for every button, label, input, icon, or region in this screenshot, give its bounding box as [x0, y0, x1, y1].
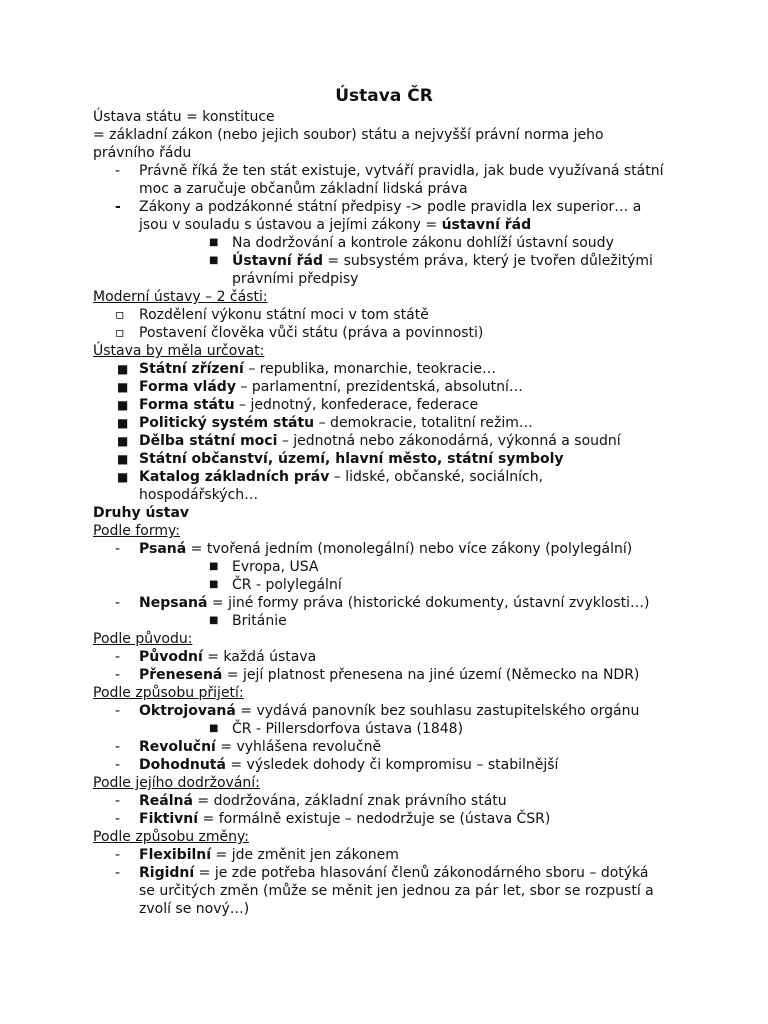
section-heading: Podle původu:: [93, 631, 193, 647]
square-bullet: ■: [209, 723, 219, 734]
dash-bullet: -: [115, 865, 121, 881]
list-item: ■ Dělba státní moci – jednotná nebo zákonodárná, výkonná a soudní: [117, 433, 621, 449]
list-item: - Reálná = dodržována, základní znak právního státu: [115, 793, 507, 809]
page-title: Ústava ČR: [335, 86, 433, 106]
list-item: - Přenesená = její platnost přenesena na jiné území (Německo na NDR): [115, 667, 640, 683]
list-item: - Rigidní = je zde potřeba hlasování členů zákonodárného sboru – dotýká: [115, 865, 649, 881]
dash-bullet: -: [115, 847, 121, 863]
section-heading: Ústava by měla určovat:: [93, 343, 265, 359]
list-item: - Zákony a podzákonné státní předpisy -> podle pravidla lex superior… a: [115, 199, 642, 215]
dash-bullet: -: [115, 595, 121, 611]
dash-bullet: -: [115, 541, 121, 557]
section-heading: Podle formy:: [93, 523, 180, 539]
square-bullet: ■: [117, 416, 129, 430]
list-item: - Dohodnutá = výsledek dohody či kompromisu – stabilnější: [115, 757, 559, 773]
list-item: ■ Státní zřízení – republika, monarchie, teokracie…: [117, 361, 496, 377]
list-item: ■ Forma státu – jednotný, konfederace, federace: [117, 397, 479, 413]
square-bullet: ■: [209, 579, 219, 590]
sub-list-item: ■ Evropa, USA: [209, 559, 319, 575]
square-bullet: ■: [209, 561, 219, 572]
list-item-continuation: jsou v souladu s ústavou a jejími zákony = ústavní řád: [139, 217, 532, 233]
sub-list-item: ■ ČR - polylegální: [209, 577, 342, 593]
list-item: ■ Politický systém státu – demokracie, totalitní režim…: [117, 415, 533, 431]
intro-line: = základní zákon (nebo jejich soubor) státu a nejvyšší právní norma jeho: [93, 127, 604, 143]
square-bullet: ■: [117, 470, 129, 484]
dash-bullet: -: [115, 811, 121, 827]
list-item-continuation: moc a zaručuje občanům základní lidská práva: [139, 181, 468, 197]
intro-line: právního řádu: [93, 145, 192, 161]
list-item: ■ Forma vlády – parlamentní, prezidentská, absolutní…: [117, 379, 523, 395]
dash-bullet: -: [115, 199, 121, 215]
hollow-square-bullet: ▫: [115, 307, 125, 323]
square-bullet: ■: [209, 615, 219, 626]
list-item: ■ Katalog základních práv – lidské, občanské, sociálních,: [117, 469, 544, 485]
dash-bullet: -: [115, 667, 121, 683]
list-item: - Flexibilní = jde změnit jen zákonem: [115, 847, 399, 863]
dash-bullet: -: [115, 703, 121, 719]
square-bullet: ■: [117, 380, 129, 394]
dash-bullet: -: [115, 649, 121, 665]
section-heading: Podle způsobu změny:: [93, 829, 249, 845]
list-item-continuation: hospodářských…: [139, 487, 259, 503]
sub-list-item: ■ Británie: [209, 613, 287, 629]
section-heading: Moderní ústavy – 2 části:: [93, 289, 268, 305]
dash-bullet: -: [115, 739, 121, 755]
list-item: - Nepsaná = jiné formy práva (historické dokumenty, ústavní zvyklosti…): [115, 595, 650, 611]
list-item: - Fiktivní = formálně existuje – nedodržuje se (ústava ČSR): [115, 811, 551, 827]
list-item: ▫ Rozdělení výkonu státní moci v tom státě: [115, 307, 429, 323]
document-body: [93, 108, 683, 918]
section-heading: Podle jejího dodržování:: [93, 775, 260, 791]
dash-bullet: -: [115, 793, 121, 809]
list-item: - Původní = každá ústava: [115, 649, 317, 665]
dash-bullet: -: [115, 757, 121, 773]
sub-list-item-continuation: právními předpisy: [232, 271, 359, 287]
square-bullet: ■: [209, 255, 219, 266]
hollow-square-bullet: ▫: [115, 325, 125, 341]
square-bullet: ■: [117, 434, 129, 448]
sub-list-item: ■ Na dodržování a kontrole zákonu dohlíží ústavní soudy: [209, 235, 614, 251]
list-item: - Psaná = tvořená jedním (monolegální) nebo více zákony (polylegální): [115, 541, 633, 557]
sub-list-item: ■ ČR - Pillersdorfova ústava (1848): [209, 721, 464, 737]
square-bullet: ■: [117, 362, 129, 376]
intro-line: Ústava státu = konstituce: [93, 109, 275, 125]
square-bullet: ■: [209, 237, 219, 248]
list-item-continuation: zvolí se nový…): [139, 901, 250, 917]
sub-list-item: ■ Ústavní řád = subsystém práva, který je tvořen důležitými: [209, 253, 653, 269]
section-heading-bold: Druhy ústav: [93, 505, 190, 521]
list-item: ■ Státní občanství, území, hlavní město, státní symboly: [117, 451, 564, 467]
list-item: ▫ Postavení člověka vůči státu (práva a povinnosti): [115, 325, 484, 341]
dash-bullet: -: [115, 163, 121, 179]
list-item: - Revoluční = vyhlášena revolučně: [115, 739, 382, 755]
list-item: - Právně říká že ten stát existuje, vytváří pravidla, jak bude využívaná státní: [115, 163, 664, 179]
list-item-continuation: se určitých změn (může se měnit jen jednou za pár let, sbor se rozpustí a: [139, 883, 654, 899]
square-bullet: ■: [117, 398, 129, 412]
square-bullet: ■: [117, 452, 129, 466]
section-heading: Podle způsobu přijetí:: [93, 685, 244, 701]
list-item: - Oktrojovaná = vydává panovník bez souhlasu zastupitelského orgánu: [115, 703, 640, 719]
